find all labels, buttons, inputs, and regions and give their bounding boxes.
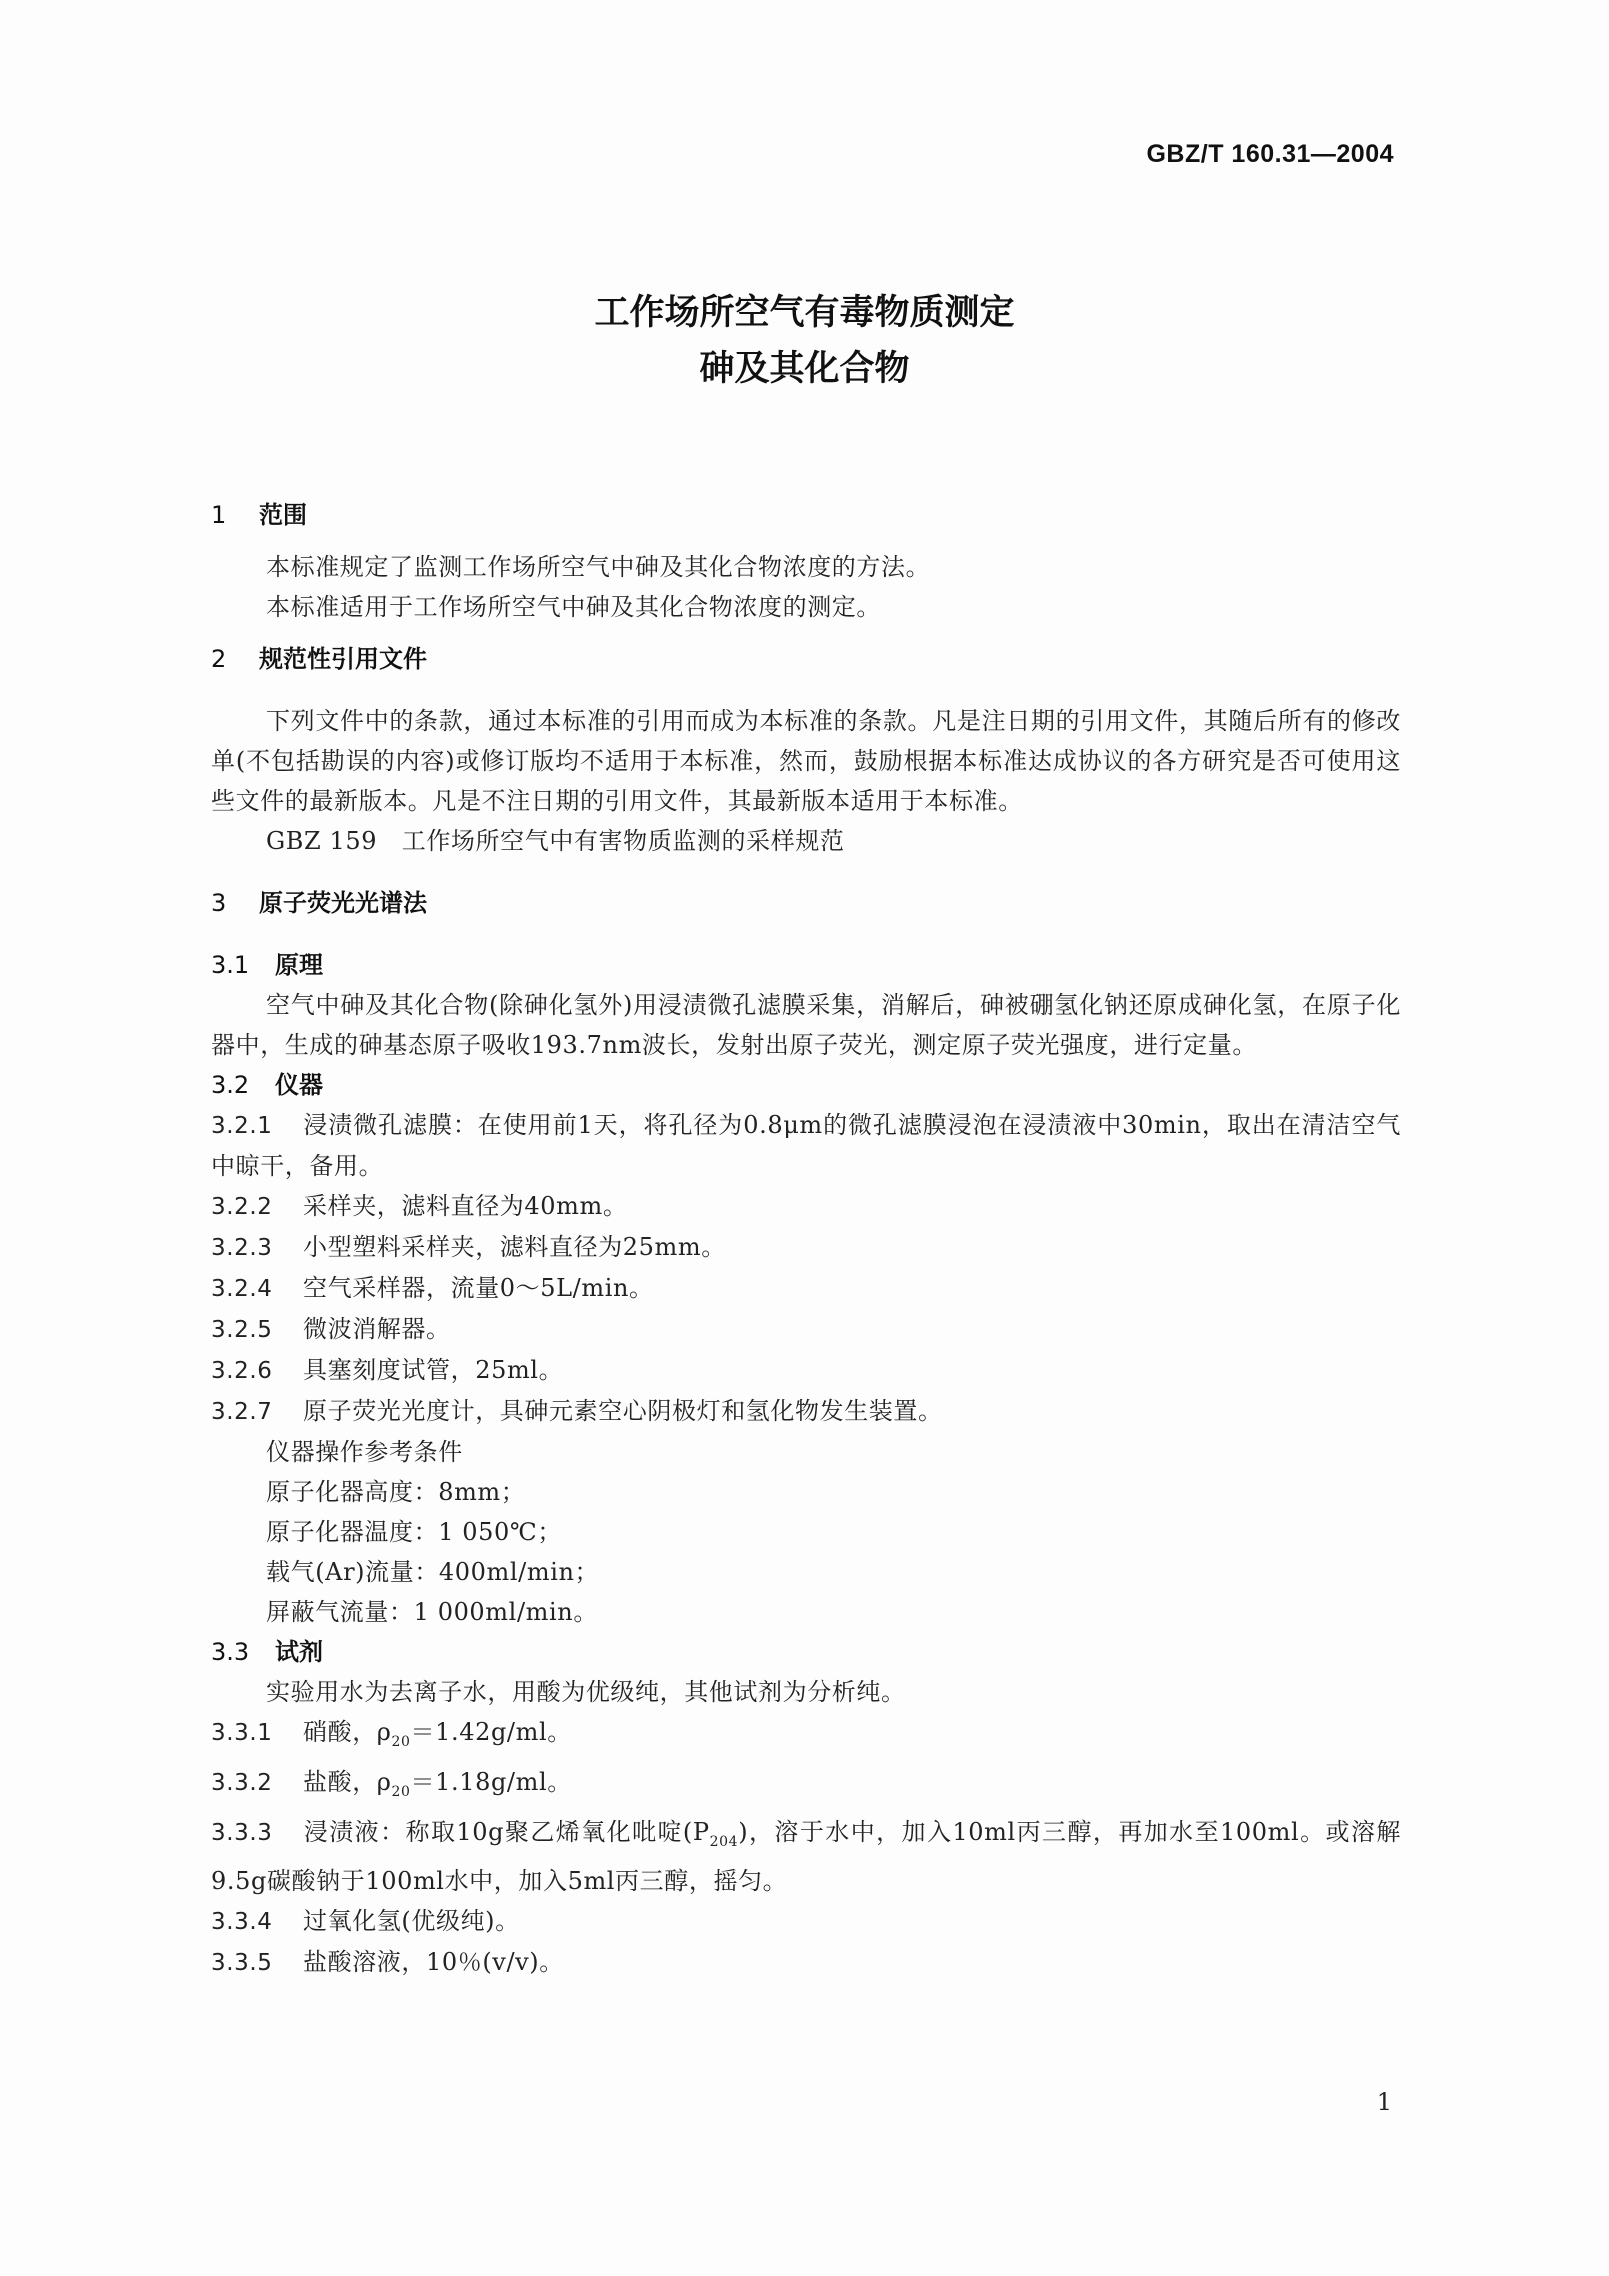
item-text: 盐酸溶液，10％(v/v)。 bbox=[303, 1948, 564, 1977]
item-number: 3.2.6 bbox=[211, 1358, 273, 1384]
subscript: 20 bbox=[391, 1733, 411, 1750]
item-number: 3.2.7 bbox=[211, 1399, 273, 1425]
subsection-title: 仪器 bbox=[275, 1071, 323, 1099]
paragraph: 本标准适用于工作场所空气中砷及其化合物浓度的测定。 bbox=[266, 593, 881, 621]
subsection-3-3-heading bbox=[211, 1632, 1401, 1672]
standard-id: GBZ/T 160.31—2004 bbox=[1146, 140, 1394, 168]
item-text: 采样夹，滤料直径为40mm。 bbox=[303, 1192, 628, 1220]
section-1-heading bbox=[211, 495, 1401, 535]
section-title: 范围 bbox=[259, 501, 307, 529]
item-number: 3.2.2 bbox=[211, 1194, 273, 1220]
item-number: 3.3.3 bbox=[211, 1819, 273, 1846]
document-subtitle: 砷及其化合物 bbox=[699, 349, 910, 389]
subscript: 20 bbox=[391, 1783, 411, 1800]
reagent-item bbox=[211, 1901, 1401, 1942]
paragraph: 实验用水为去离子水，用酸为优级纯，其他试剂为分析纯。 bbox=[266, 1678, 906, 1706]
subsection-number: 3.2 bbox=[211, 1071, 250, 1099]
item-text: ＝1.18g/ml。 bbox=[410, 1767, 572, 1796]
section-2-heading bbox=[211, 639, 1401, 679]
item-text: 微波消解器。 bbox=[303, 1315, 451, 1343]
paragraph: 本标准规定了监测工作场所空气中砷及其化合物浓度的方法。 bbox=[266, 553, 931, 581]
item-number: 3.2.5 bbox=[211, 1317, 273, 1343]
item-number: 3.3.1 bbox=[211, 1720, 273, 1746]
reagent-item bbox=[211, 1812, 1401, 1902]
condition-item: 屏蔽气流量：1 000ml/min。 bbox=[266, 1598, 598, 1626]
instrument-item bbox=[211, 1350, 1401, 1391]
paragraph: 下列文件中的条款，通过本标准的引用而成为本标准的条款。凡是注日期的引用文件，其随后所有的修改单(不包括勘误的内容)或修订版均不适用于本标准，然而，鼓励根据本标准达成协议的各方研究是否可使用这些文件的最新版本。凡是不注日期的引用文件，其最新版本适用于本标准。 bbox=[211, 707, 1401, 815]
section-3-heading bbox=[211, 883, 1401, 923]
item-number: 3.3.4 bbox=[211, 1909, 273, 1936]
subsection-number: 3.3 bbox=[211, 1638, 250, 1666]
subsection-title: 试剂 bbox=[275, 1638, 323, 1666]
item-text: 浸渍微孔滤膜：在使用前1天，将孔径为0.8μm的微孔滤膜浸泡在浸渍液中30min，取出在清洁空气中晾干，备用。 bbox=[211, 1111, 1401, 1180]
condition-item: 载气(Ar)流量：400ml/min； bbox=[266, 1558, 600, 1586]
item-text: 具塞刻度试管，25ml。 bbox=[303, 1356, 564, 1384]
conditions-list bbox=[211, 1472, 1401, 1632]
subscript: 204 bbox=[709, 1833, 739, 1850]
item-number: 3.2.3 bbox=[211, 1235, 273, 1261]
reference-item: GBZ 159 工作场所空气中有害物质监测的采样规范 bbox=[266, 827, 845, 855]
subsection-title: 原理 bbox=[275, 951, 323, 979]
section-number: 2 bbox=[211, 645, 227, 673]
section-title: 原子荧光光谱法 bbox=[259, 889, 427, 917]
instrument-item bbox=[211, 1309, 1401, 1350]
document-title: 工作场所空气有毒物质测定 bbox=[594, 293, 1015, 333]
reagent-item bbox=[211, 1762, 1401, 1812]
item-text: ＝1.42g/ml。 bbox=[410, 1718, 572, 1746]
instrument-item bbox=[211, 1391, 1401, 1432]
document-body bbox=[211, 495, 1401, 1983]
condition-item: 原子化器温度：1 050℃； bbox=[266, 1518, 562, 1546]
item-text: 原子荧光光度计，具砷元素空心阴极灯和氢化物发生装置。 bbox=[303, 1397, 943, 1425]
subsection-3-1-heading bbox=[211, 945, 1401, 985]
item-text: 空气采样器，流量0～5L/min。 bbox=[303, 1274, 654, 1302]
item-number: 3.3.5 bbox=[211, 1950, 273, 1977]
instrument-list bbox=[211, 1105, 1401, 1432]
item-number: 3.2.4 bbox=[211, 1276, 273, 1302]
instrument-item bbox=[211, 1105, 1401, 1186]
item-text: 过氧化氢(优级纯)。 bbox=[303, 1907, 520, 1936]
section-title: 规范性引用文件 bbox=[259, 645, 427, 673]
conditions-title: 仪器操作参考条件 bbox=[266, 1438, 463, 1466]
item-text: 小型塑料采样夹，滤料直径为25mm。 bbox=[303, 1233, 726, 1261]
instrument-item bbox=[211, 1186, 1401, 1227]
item-text: )，溶于水中，加入10ml丙三醇，再加水至100ml。或溶解9.5g碳酸钠于100ml水中，加入5ml丙三醇，摇匀。 bbox=[211, 1817, 1402, 1896]
paragraph: 空气中砷及其化合物(除砷化氢外)用浸渍微孔滤膜采集，消解后，砷被硼氢化钠还原成砷化氢，在原子化器中，生成的砷基态原子吸收193.7nm波长，发射出原子荧光，测定原子荧光强度，进行定量。 bbox=[211, 991, 1401, 1059]
item-number: 3.2.1 bbox=[211, 1113, 273, 1139]
condition-item: 原子化器高度：8mm； bbox=[266, 1478, 526, 1506]
instrument-item bbox=[211, 1227, 1401, 1268]
subsection-number: 3.1 bbox=[211, 951, 250, 979]
page-number: 1 bbox=[1376, 2088, 1392, 2116]
item-text: 硝酸，ρ bbox=[303, 1718, 392, 1746]
section-number: 3 bbox=[211, 889, 227, 917]
item-text: 盐酸，ρ bbox=[303, 1767, 392, 1796]
reagent-item bbox=[211, 1942, 1401, 1983]
subsection-3-2-heading bbox=[211, 1065, 1401, 1105]
reagent-item bbox=[211, 1712, 1401, 1762]
item-number: 3.3.2 bbox=[211, 1769, 273, 1796]
section-number: 1 bbox=[211, 501, 227, 529]
instrument-item bbox=[211, 1268, 1401, 1309]
item-text: 浸渍液：称取10g聚乙烯氧化吡啶(P bbox=[303, 1817, 710, 1846]
